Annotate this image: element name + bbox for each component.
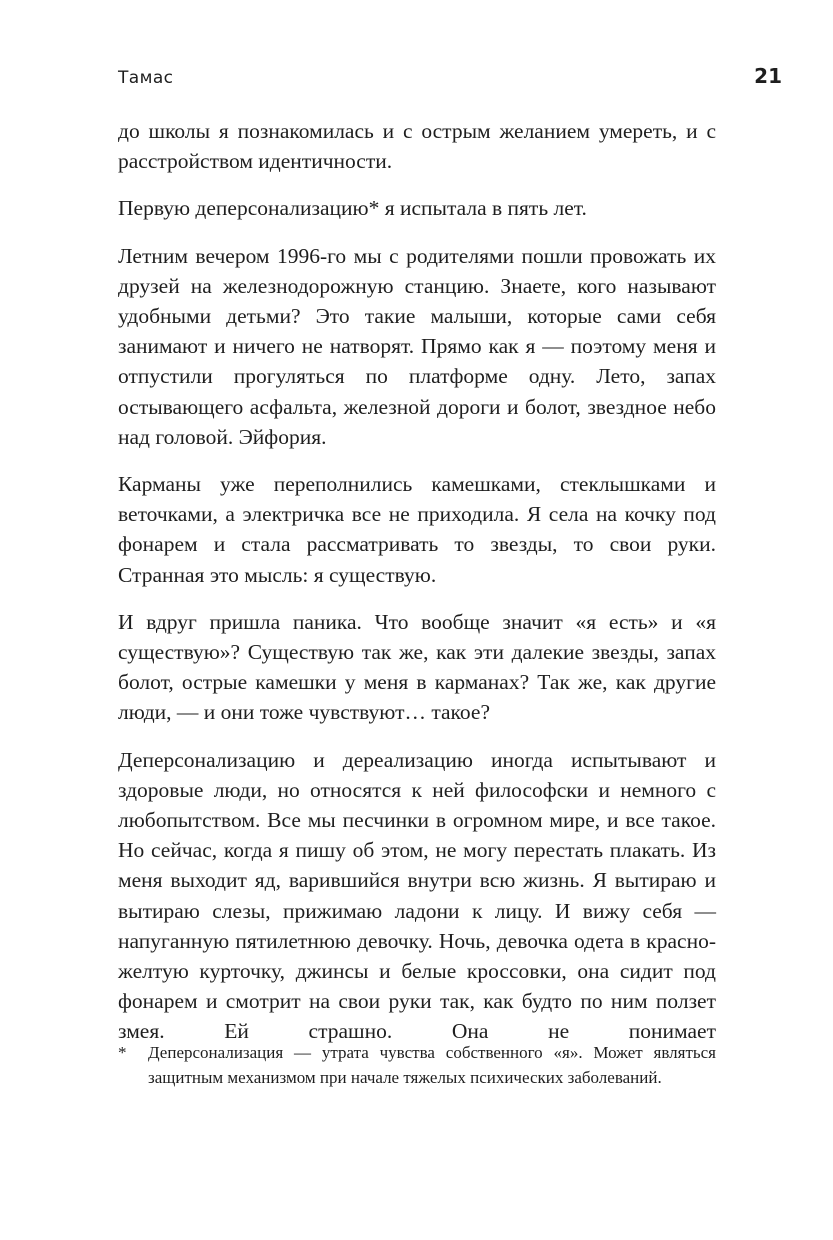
paragraph: Летним вечером 1996-го мы с родителями пошли провожать их друзей на железнодорожную станцию. Знаете, кого называют удобными детьми? Это такие малыши, которые сами себя занимают и ничего не натворят. Прямо как я — поэтому меня и отпустили прогуляться по платформе одну. Лето, запах остывающего асфальта, железной дороги и болот, звездное небо над головой. Эйфория.: [118, 243, 716, 449]
paragraph: до школы я познакомилась и с острым желанием умереть, и с расстройством идентичности.: [118, 119, 716, 174]
body-text: [118, 116, 716, 1064]
footnote: [118, 1040, 716, 1090]
paragraph: Карманы уже переполнились камешками, стеклышками и веточками, а электричка все не приходила. Я села на кочку под фонарем и стала рассматривать то звезды, то свои руки. Странная это мысль: я существую.: [118, 472, 716, 587]
paragraph: И вдруг пришла паника. Что вообще значит «я есть» и «я существую»? Существую так же, как эти далекие звезды, запах болот, острые камешки у меня в карманах? Так же, как другие люди, — и они тоже чувствуют… такое?: [118, 609, 716, 725]
footnote-mark: *: [118, 1043, 127, 1062]
footnote-text: Деперсонализация — утрата чувства собственного «я». Может являться защитным механизмом при начале тяжелых психических заболеваний.: [148, 1043, 716, 1087]
chapter-title: Тамас: [118, 68, 174, 88]
paragraph: Деперсонализацию и дереализацию иногда испытывают и здоровые люди, но относятся к ней философски и немного с любопытством. Все мы песчинки в огромном мире, и все такое. Но сейчас, когда я пишу об этом, не могу перестать плакать. Из меня выходит яд, варившийся внутри всю жизнь. Я вытираю и вытираю слезы, прижимаю ладони к лицу. И вижу себя — напуганную пятилетнюю девочку. Ночь, девочка одета в красно-желтую курточку, джинсы и белые кроссовки, она сидит под фонарем и смотрит на свои руки так, как будто по ним ползет змея. Ей страшно. Она не понимает: [118, 747, 716, 1044]
running-head: [118, 64, 782, 88]
page-number: 21: [754, 64, 782, 88]
paragraph: Первую деперсонализацию* я испытала в пять лет.: [118, 196, 587, 221]
